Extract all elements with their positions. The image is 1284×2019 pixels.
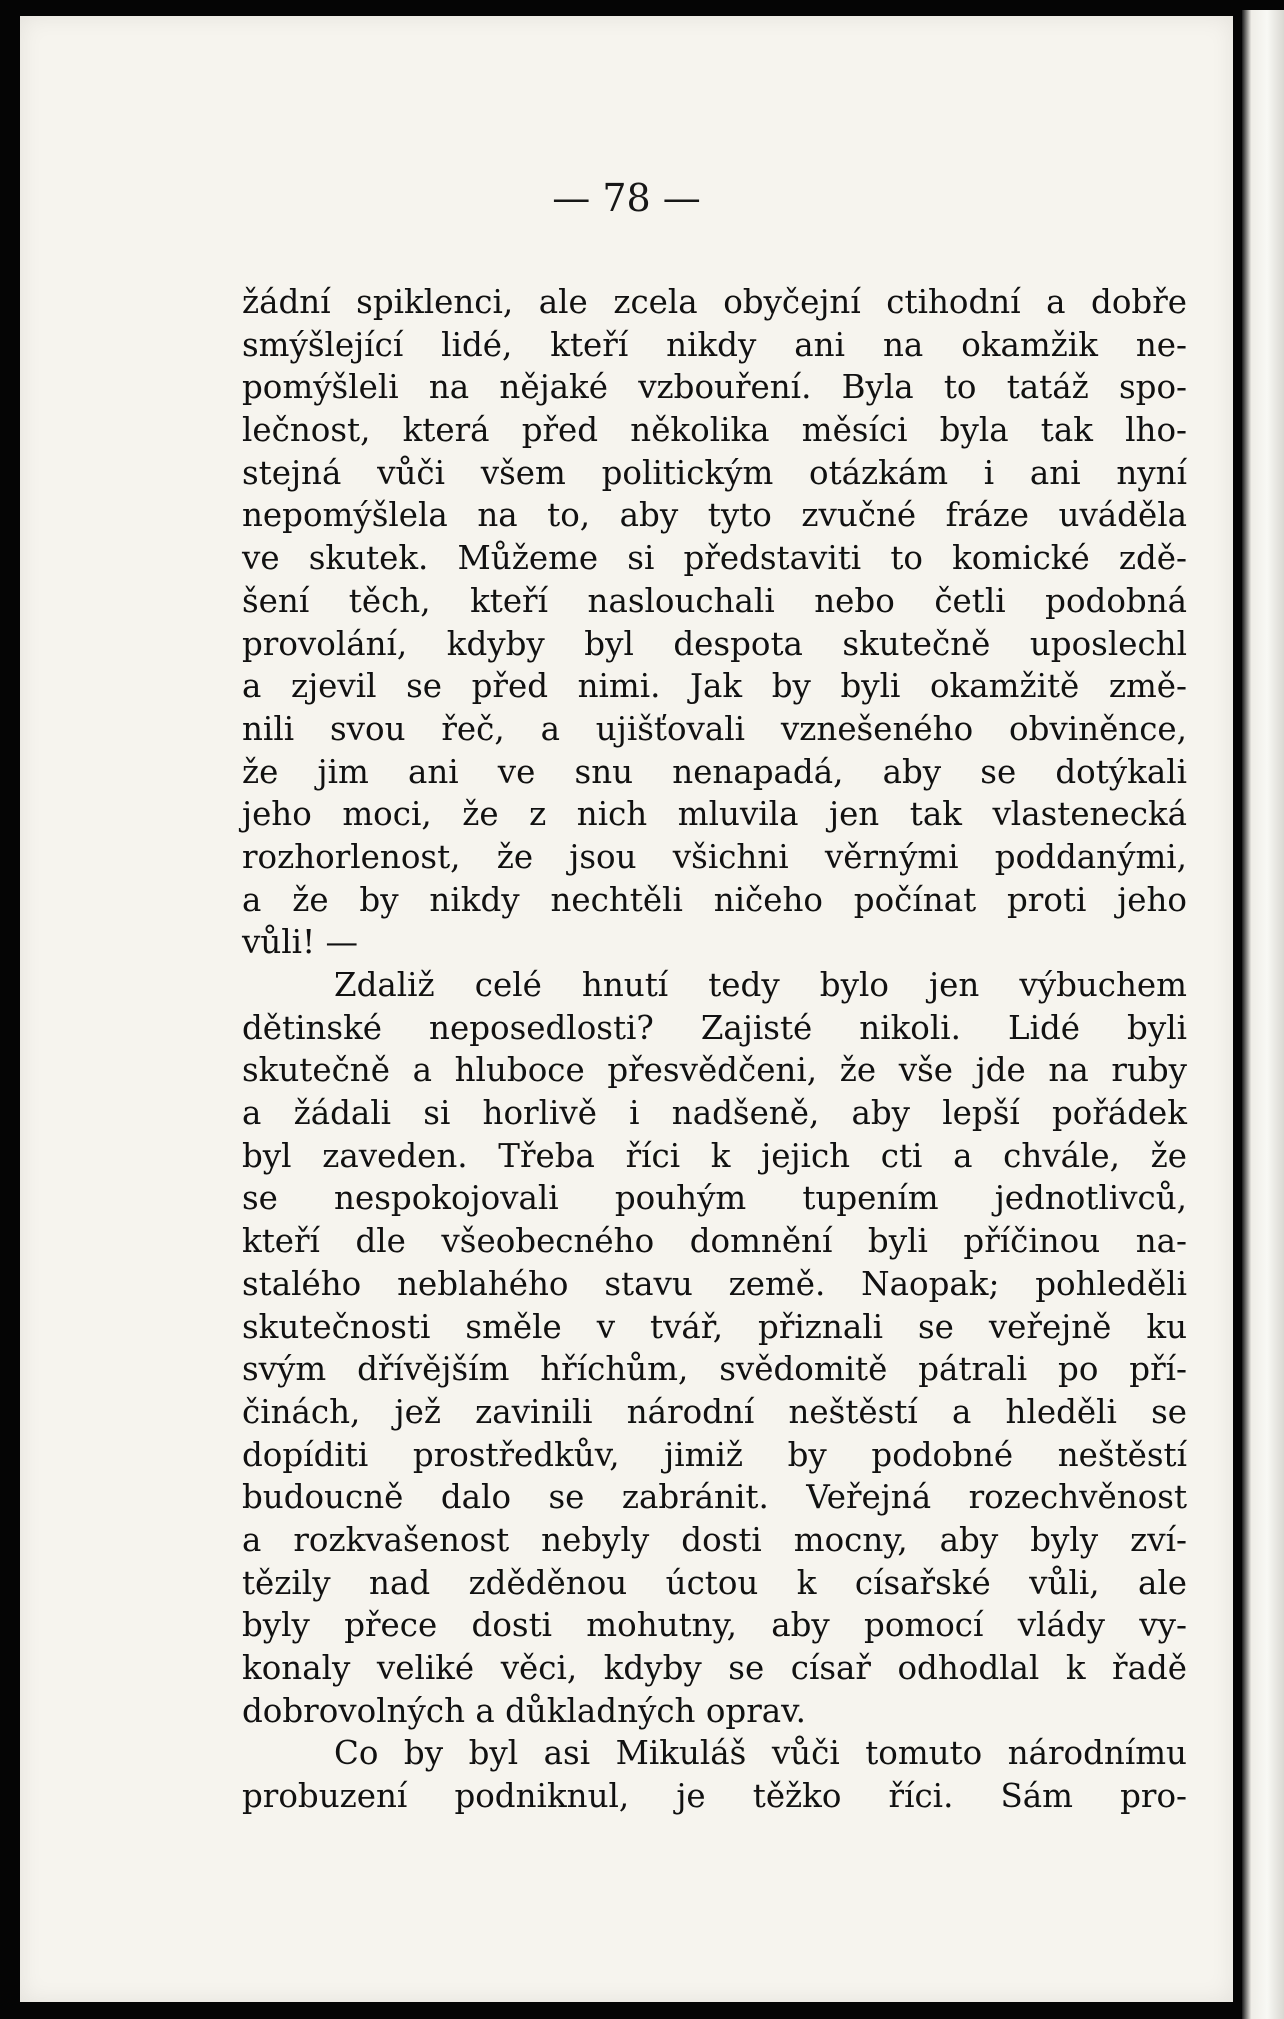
text-line: vůli! —	[242, 923, 358, 962]
text-line: ve skutek. Můžeme si představiti to komické zdě-	[242, 539, 1187, 578]
text-line: dobrovolných a důkladných oprav.	[242, 1691, 806, 1730]
text-line: skutečnosti směle v tvář, přiznali se veřejně ku	[242, 1307, 1187, 1346]
text-line: dětinské neposedlosti? Zajisté nikoli. Lidé byli	[242, 1008, 1187, 1047]
paragraph-start-line: Co by byl asi Mikuláš vůči tomuto národnímu	[334, 1734, 1187, 1773]
text-line: stalého neblahého stavu země. Naopak; pohleděli	[242, 1264, 1187, 1303]
text-line: skutečně a hluboce přesvědčeni, že vše jde na ruby	[242, 1051, 1187, 1090]
text-line: tězily nad zděděnou úctou k císařské vůli, ale	[242, 1563, 1187, 1602]
page-number: — 78 —	[552, 176, 701, 220]
text-line: činách, jež zavinili národní neštěstí a hleděli se	[242, 1392, 1187, 1431]
paragraph-start-line: Zdaliž celé hnutí tedy bylo jen výbuchem	[334, 966, 1187, 1004]
text-line: probuzení podniknul, je těžko říci. Sám pro-	[242, 1777, 1187, 1816]
text-line: že jim ani ve snu nenapadá, aby se dotýkali	[242, 752, 1187, 791]
text-line: se nespokojovali pouhým tupením jednotlivců,	[242, 1179, 1187, 1218]
text-line: a že by nikdy nechtěli ničeho počínat proti jeho	[242, 880, 1187, 919]
text-line: nili svou řeč, a ujišťovali vznešeného obviněnce,	[242, 709, 1187, 748]
text-line: a rozkvašenost nebyly dosti mocny, aby byly zví-	[242, 1520, 1187, 1559]
text-line: dopíditi prostředkův, jimiž by podobné neštěstí	[242, 1435, 1187, 1474]
text-line: pomýšleli na nějaké vzbouření. Byla to tatáž spo-	[242, 368, 1187, 407]
text-line: lečnost, která před několika měsíci byla tak lho-	[242, 411, 1187, 450]
text-line: šení těch, kteří naslouchali nebo četli podobná	[242, 581, 1187, 620]
text-line: kteří dle všeobecného domnění byli příčinou na-	[242, 1222, 1187, 1261]
text-line: stejná vůči všem politickým otázkám i ani nyní	[242, 453, 1187, 492]
text-line: byly přece dosti mohutny, aby pomocí vlády vy-	[242, 1606, 1187, 1645]
text-line: byl zaveden. Třeba říci k jejich cti a chvále, že	[242, 1136, 1187, 1175]
book-page	[20, 16, 1233, 2002]
text-line: nepomýšlela na to, aby tyto zvučné fráze uváděla	[242, 496, 1187, 535]
text-line: žádní spiklenci, ale zcela obyčejní ctihodní a dobře	[242, 283, 1187, 321]
text-line: konaly veliké věci, kdyby se císař odhodlal k řadě	[242, 1649, 1187, 1687]
text-line: a žádali si horlivě i nadšeně, aby lepší pořádek	[242, 1094, 1187, 1133]
text-line: budoucně dalo se zabránit. Veřejná rozechvěnost	[242, 1478, 1187, 1517]
text-line: rozhorlenost, že jsou všichni věrnými poddanými,	[242, 837, 1187, 876]
text-line: smýšlející lidé, kteří nikdy ani na okamžik ne-	[242, 325, 1187, 364]
adjacent-page-edge	[1242, 10, 1284, 2019]
text-line: svým dřívějším hříchům, svědomitě pátrali po pří-	[242, 1350, 1187, 1389]
text-line: provolání, kdyby byl despota skutečně uposlechl	[242, 624, 1187, 663]
body-text	[242, 281, 1187, 1818]
text-line: jeho moci, že z nich mluvila jen tak vlastenecká	[242, 795, 1187, 834]
text-line: a zjevil se před nimi. Jak by byli okamžitě změ-	[242, 667, 1187, 706]
